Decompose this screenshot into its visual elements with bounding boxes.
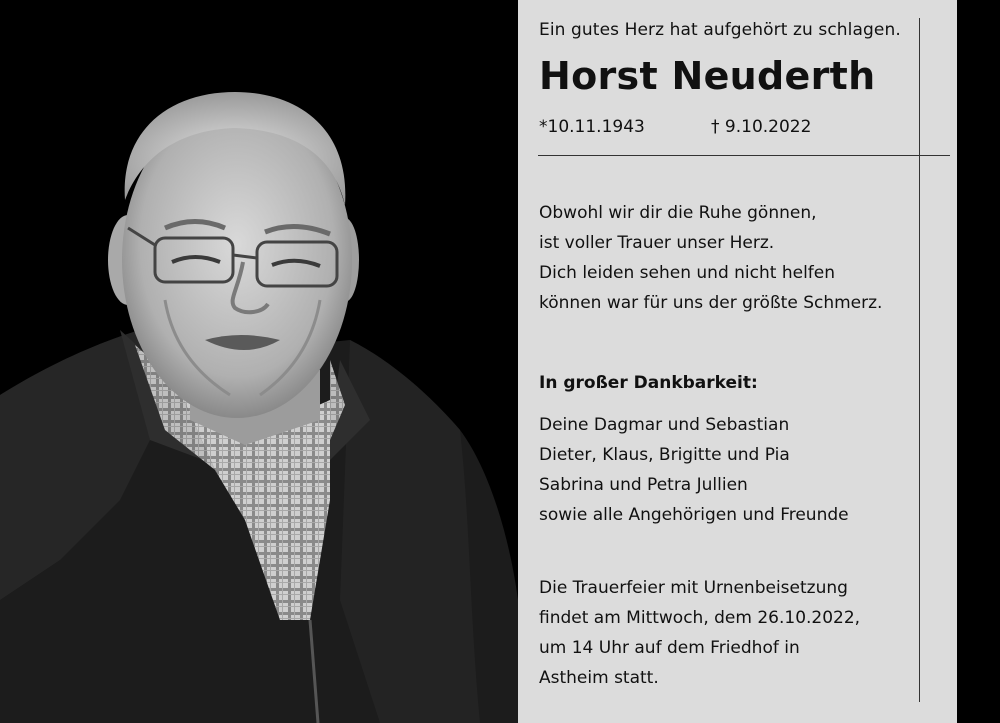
family-line: Deine Dagmar und Sebastian [539, 415, 790, 435]
obituary-panel [518, 0, 957, 723]
poem-line: Obwohl wir dir die Ruhe gönnen, [539, 203, 817, 223]
funeral-line: Die Trauerfeier mit Urnenbeisetzung [539, 578, 848, 598]
funeral-info [539, 573, 860, 693]
deceased-name: Horst Neuderth [539, 54, 876, 98]
death-date: † 9.10.2022 [711, 117, 812, 137]
headline: Ein gutes Herz hat aufgehört zu schlagen. [539, 20, 901, 40]
poem [539, 198, 882, 318]
poem-line: können war für uns der größte Schmerz. [539, 293, 883, 313]
thanks-heading: In großer Dankbarkeit: [539, 373, 758, 393]
family-line: Sabrina und Petra Jullien [539, 475, 748, 495]
funeral-line: um 14 Uhr auf dem Friedhof in [539, 638, 800, 658]
family-list [539, 410, 849, 530]
right-border-strip [957, 0, 1000, 723]
life-dates [539, 117, 812, 137]
birth-date: *10.11.1943 [539, 117, 645, 137]
cross-vertical-line [919, 18, 920, 702]
poem-line: ist voller Trauer unser Herz. [539, 233, 775, 253]
funeral-line: findet am Mittwoch, dem 26.10.2022, [539, 608, 861, 628]
poem-line: Dich leiden sehen und nicht helfen [539, 263, 836, 283]
family-line: Dieter, Klaus, Brigitte und Pia [539, 445, 790, 465]
funeral-line: Astheim statt. [539, 668, 659, 688]
family-line: sowie alle Angehörigen und Freunde [539, 505, 849, 525]
cross-horizontal-line [538, 155, 950, 156]
